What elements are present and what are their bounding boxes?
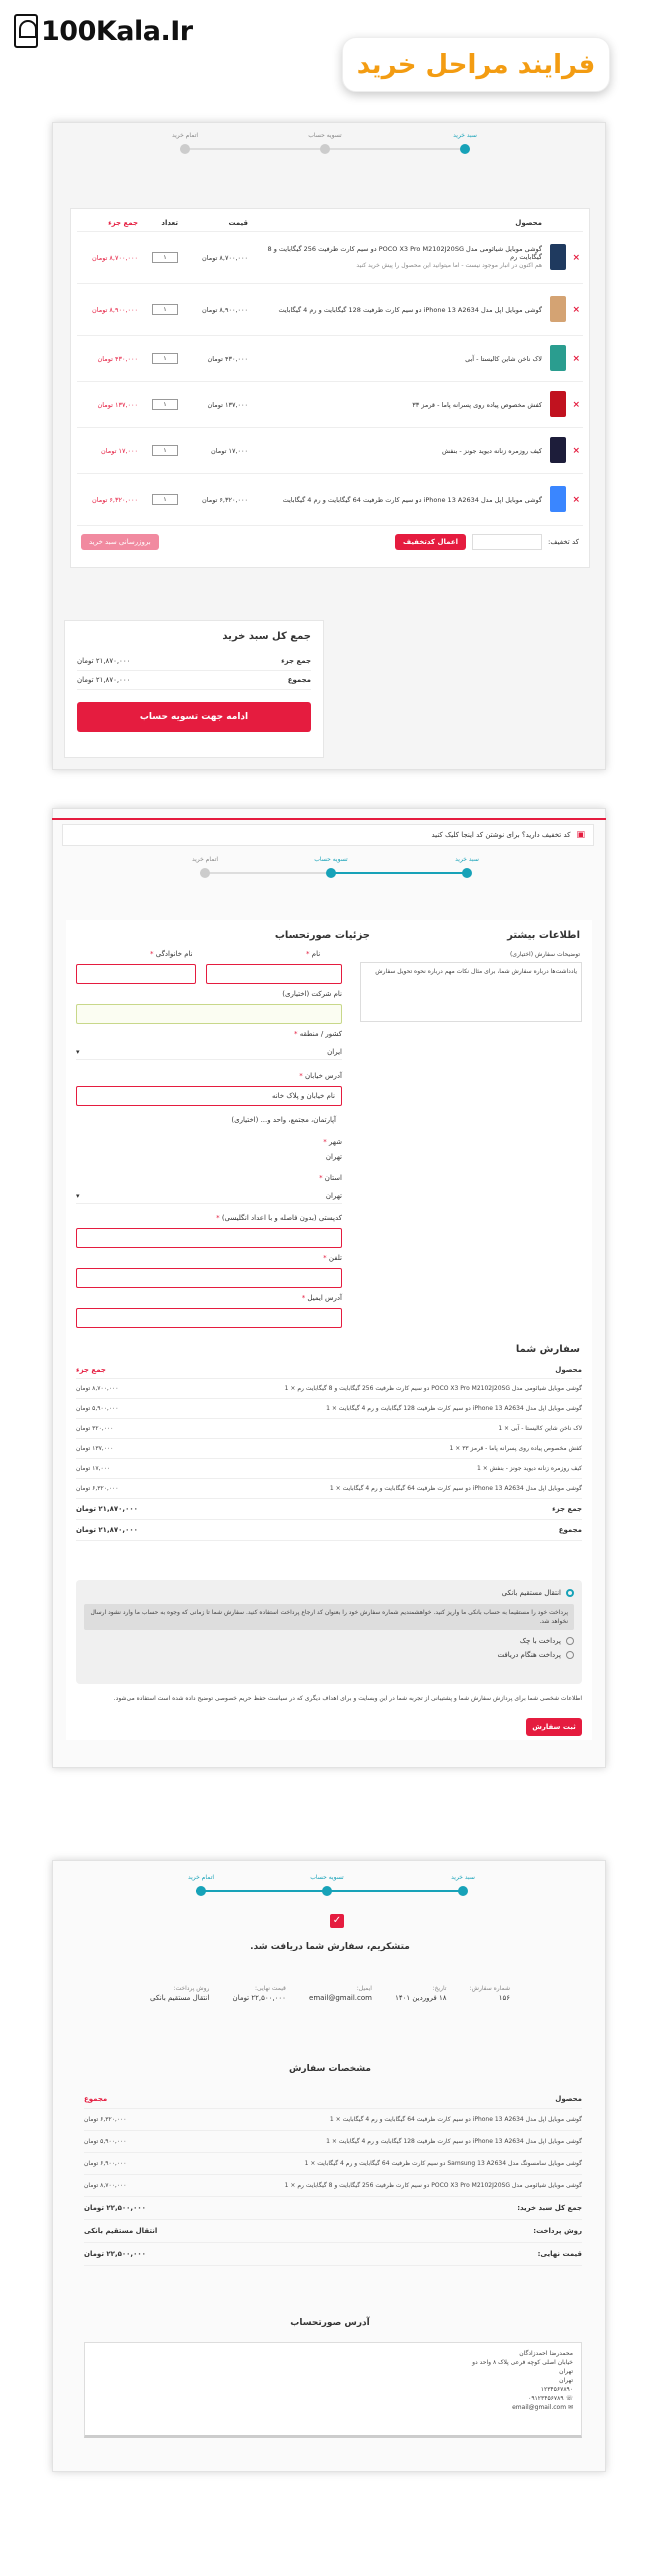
totals-subtotal-label: جمع جزء bbox=[281, 657, 311, 665]
coupon-group bbox=[395, 534, 579, 550]
meta-payment bbox=[150, 1984, 209, 2003]
product-name[interactable]: گوشی موبایل شیائومی مدل POCO X3 Pro M2102J20SG دو سیم کارت ظرفیت 256 گیگابایت و 8 گیگابایت رم bbox=[267, 245, 542, 261]
remove-icon[interactable]: × bbox=[572, 494, 580, 505]
step-dot-complete bbox=[200, 868, 210, 878]
order-details-title: مشخصات سفارش bbox=[289, 2064, 371, 2074]
order-item-value: ۵,۹۰۰,۰۰۰ تومان bbox=[76, 1405, 119, 1412]
order-meta bbox=[150, 1984, 510, 2003]
city-field[interactable]: تهران bbox=[325, 1153, 342, 1161]
product-subtotal: ۶,۳۲۰,۰۰۰ تومان bbox=[77, 474, 141, 526]
state-label: استان * bbox=[319, 1174, 342, 1182]
quantity-input[interactable]: ۱ bbox=[152, 252, 178, 263]
chevron-down-icon: ▾ bbox=[76, 1047, 80, 1056]
proceed-checkout-button[interactable]: ادامه جهت تسویه حساب bbox=[77, 702, 311, 732]
product-name[interactable]: لاک ناخن شاین کالیستا - آبی bbox=[251, 336, 545, 382]
cart-actions bbox=[77, 534, 583, 550]
product-price: ۸,۹۰۰,۰۰۰ تومان bbox=[181, 284, 251, 336]
meta-label: قیمت نهایی: bbox=[254, 1985, 286, 1992]
product-subtotal: ۸,۷۰۰,۰۰۰ تومان bbox=[77, 232, 141, 284]
product-price: ۱۷,۰۰۰ تومان bbox=[181, 428, 251, 474]
thank-you-message: متشکریم، سفارش شما دریافت شد. bbox=[250, 1942, 410, 1952]
company-field[interactable] bbox=[76, 1004, 342, 1024]
stock-note: هم اکنون در انبار موجود نیست - اما میتوانید این محصول را پیش خرید کنید bbox=[356, 262, 542, 269]
address-phone-value: ۰۹۱۲۳۴۵۶۷۸۹ bbox=[528, 2395, 564, 2402]
address-label: آدرس خیابان * bbox=[299, 1072, 342, 1080]
remove-icon[interactable]: × bbox=[572, 445, 580, 456]
product-thumbnail[interactable] bbox=[550, 244, 566, 270]
order-review-table bbox=[76, 1362, 582, 1541]
logo[interactable] bbox=[14, 14, 193, 48]
order-total-label: مجموع bbox=[558, 1526, 582, 1534]
postcode-label: کدپستی (بدون فاصله و با اعداد انگلیسی) * bbox=[216, 1214, 342, 1222]
quantity-input[interactable]: ۱ bbox=[152, 399, 178, 410]
payment-check-label: پرداخت با چک bbox=[519, 1637, 561, 1645]
country-value: ایران bbox=[327, 1047, 342, 1056]
billing-title: جزئیات صورتحساب bbox=[274, 930, 370, 941]
order-sub-label: جمع جزء bbox=[552, 1505, 582, 1513]
meta-value: ۲۲,۵۰۰,۰۰۰ تومان bbox=[232, 1994, 286, 2002]
coupon-input[interactable] bbox=[472, 534, 542, 550]
address-line: ۱۲۳۴۵۶۷۸۹۰ bbox=[540, 2386, 573, 2393]
extra-info-title: اطلاعات بیشتر bbox=[507, 930, 580, 941]
progress-steps-complete bbox=[187, 1874, 475, 1900]
summary-value: ۲۲,۵۰۰,۰۰۰ تومان bbox=[84, 2250, 146, 2258]
order-item-name: گوشی موبایل اپل مدل iPhone 13 A2634 دو سیم کارت ظرفیت 128 گیگابایت و رم 4 گیگابایت × 1 bbox=[326, 1405, 582, 1412]
quantity-input[interactable]: ۱ bbox=[152, 494, 178, 505]
last-name-field[interactable] bbox=[76, 964, 196, 984]
payment-option-bank[interactable] bbox=[84, 1588, 574, 1598]
progress-steps-cart bbox=[171, 132, 477, 158]
step-dot-checkout bbox=[320, 144, 330, 154]
summary-value: ۲۲,۵۰۰,۰۰۰ تومان bbox=[84, 2204, 146, 2212]
cart-row bbox=[77, 428, 583, 474]
order-notes-label: توضیحات سفارش (اختیاری) bbox=[509, 951, 580, 958]
product-name[interactable]: گوشی موبایل اپل مدل iPhone 13 A2634 دو سیم کارت ظرفیت 128 گیگابایت و رم 4 گیگابایت bbox=[251, 284, 545, 336]
summary-value: انتقال مستقیم بانکی bbox=[84, 2227, 158, 2235]
country-label: کشور / منطقه * bbox=[293, 1030, 342, 1038]
country-label-text: کشور / منطقه bbox=[299, 1030, 342, 1038]
details-item-value: ۶,۳۲۰,۰۰۰ تومان bbox=[84, 2116, 127, 2123]
step-label-cart: سبد خرید bbox=[455, 856, 479, 863]
state-select[interactable] bbox=[76, 1188, 342, 1204]
coupon-label: کد تخفیف: bbox=[548, 538, 579, 546]
phone-label: تلفن * bbox=[323, 1254, 342, 1262]
product-name[interactable]: کفش مخصوص پیاده روی پسرانه پاما - قرمز ۳۳ bbox=[251, 382, 545, 428]
last-name-label: نام خانوادگی * bbox=[150, 950, 193, 958]
order-notes-placeholder: یادداشت‌ها درباره سفارش شما، برای مثال نکات مهم درباره نحوه تحویل سفارش bbox=[375, 968, 577, 975]
payment-option-check[interactable] bbox=[84, 1636, 574, 1646]
radio-icon[interactable] bbox=[566, 1651, 574, 1659]
meta-value: ۱۸ فروردین ۱۴۰۱ bbox=[395, 1994, 447, 2002]
summary-label: روش پرداخت: bbox=[533, 2227, 582, 2235]
payment-option-cod[interactable] bbox=[84, 1650, 574, 1660]
order-review-row bbox=[76, 1399, 582, 1419]
col-qty: تعداد bbox=[141, 215, 181, 232]
success-check-icon: ✓ bbox=[330, 1914, 344, 1928]
order-item-value: ۱۳۷,۰۰۰ تومان bbox=[76, 1445, 114, 1452]
place-order-button[interactable]: ثبت سفارش bbox=[526, 1718, 582, 1736]
remove-icon[interactable]: × bbox=[572, 252, 580, 263]
order-review-row bbox=[76, 1419, 582, 1439]
address-line2-placeholder: آپارتمان، مجتمع، واحد و... (اختیاری) bbox=[231, 1116, 336, 1124]
order-review-header bbox=[76, 1362, 582, 1379]
product-thumbnail[interactable] bbox=[550, 345, 566, 371]
city-label: شهر * bbox=[323, 1138, 342, 1146]
step-dot-complete bbox=[180, 144, 190, 154]
apply-coupon-button[interactable]: اعمال کدتخفیف bbox=[395, 534, 466, 550]
order-details-table bbox=[84, 2090, 582, 2266]
cart-row bbox=[77, 336, 583, 382]
cart-table-card bbox=[70, 208, 590, 568]
product-price: ۶,۳۲۰,۰۰۰ تومان bbox=[181, 474, 251, 526]
meta-date bbox=[395, 1984, 446, 2003]
cart-totals-card bbox=[64, 620, 324, 758]
progress-fill bbox=[330, 872, 470, 874]
order-review-title: سفارش شما bbox=[515, 1344, 580, 1355]
summary-label: جمع کل سبد خرید: bbox=[517, 2204, 582, 2212]
step-dot-cart bbox=[462, 868, 472, 878]
step-dot-cart bbox=[460, 144, 470, 154]
col-subtotal: جمع جزء bbox=[77, 215, 141, 232]
page-title-card bbox=[342, 37, 610, 92]
meta-value: انتقال مستقیم بانکی bbox=[150, 1994, 210, 2002]
address-line: محمدرضا احمدزادگان bbox=[519, 2350, 573, 2357]
col-product: محصول bbox=[251, 215, 545, 232]
product-price: ۸,۷۰۰,۰۰۰ تومان bbox=[181, 232, 251, 284]
address-line1-field[interactable] bbox=[76, 1086, 342, 1106]
address-line1-placeholder: نام خیابان و پلاک خانه bbox=[271, 1092, 335, 1100]
notice-icon: ▣ bbox=[576, 830, 585, 840]
order-details-row bbox=[84, 2109, 582, 2131]
logo-text: 100Kala.Ir bbox=[41, 15, 193, 47]
order-item-name: کیف روزمره زنانه دیوید جونز - بنفش × 1 bbox=[476, 1465, 582, 1472]
step-label-checkout: تسویه حساب bbox=[314, 856, 348, 863]
checkout-top-border bbox=[52, 818, 606, 820]
city-label-text: شهر bbox=[329, 1138, 342, 1146]
remove-icon[interactable]: × bbox=[572, 353, 580, 364]
meta-label: روش پرداخت: bbox=[173, 1985, 210, 1992]
product-subtotal: ۱۷,۰۰۰ تومان bbox=[77, 428, 141, 474]
order-summary-row bbox=[84, 2243, 582, 2266]
meta-label: شماره سفارش: bbox=[469, 1985, 510, 1992]
quantity-input[interactable]: ۱ bbox=[152, 304, 178, 315]
details-item-name[interactable]: گوشی موبایل اپل مدل iPhone 13 A2634 دو سیم کارت ظرفیت 128 گیگابایت و رم 4 گیگابایت × 1 bbox=[326, 2138, 582, 2145]
address-line: تهران bbox=[559, 2377, 573, 2384]
payment-methods bbox=[76, 1580, 582, 1684]
order-details-row bbox=[84, 2131, 582, 2153]
details-item-name[interactable]: گوشی موبایل سامسونگ مدل Samsung 13 A2634 دو سیم کارت ظرفیت 64 گیگابایت و رم 4 گیگابایت × 1 bbox=[304, 2160, 582, 2167]
meta-value: email@gmail.com bbox=[309, 1994, 372, 2002]
phone-field[interactable] bbox=[76, 1268, 342, 1288]
order-item-name: گوشی موبایل اپل مدل iPhone 13 A2634 دو سیم کارت ظرفیت 64 گیگابایت و رم 4 گیگابایت × 1 bbox=[329, 1485, 582, 1492]
quantity-input[interactable]: ۱ bbox=[152, 353, 178, 364]
order-sub-value: ۲۱,۸۷۰,۰۰۰ تومان bbox=[76, 1505, 138, 1513]
details-product-header: محصول bbox=[555, 2095, 582, 2103]
cart-row bbox=[77, 232, 583, 284]
product-name[interactable]: گوشی موبایل اپل مدل iPhone 13 A2634 دو سیم کارت ظرفیت 64 گیگابایت و رم 4 گیگابایت bbox=[251, 474, 545, 526]
email-label-text: آدرس ایمیل bbox=[307, 1294, 342, 1302]
order-review-subtotal bbox=[76, 1499, 582, 1520]
step-label-complete: اتمام خرید bbox=[171, 132, 199, 139]
payment-bank-description: پرداخت خود را مستقیما به حساب بانکی ما واریز کنید. خواهشمندیم شماره سفارش خود را بعنوان کد ارجاع پرداخت استفاده کنید. سفارش شما تا زمانی که وجوه به حساب ما وارد نشود ارسال نخواهد شد. bbox=[84, 1604, 574, 1630]
order-total-value: ۲۱,۸۷۰,۰۰۰ تومان bbox=[76, 1526, 138, 1534]
product-thumbnail[interactable] bbox=[550, 437, 566, 463]
order-subtotal-header: جمع جزء bbox=[76, 1366, 106, 1374]
update-cart-button[interactable]: بروزرسانی سبد خرید bbox=[81, 534, 159, 550]
step-label-cart: سبد خرید bbox=[453, 132, 477, 139]
cart-row bbox=[77, 284, 583, 336]
step-dot-complete bbox=[196, 1886, 206, 1896]
cart-table bbox=[77, 215, 583, 526]
order-item-name: لاک ناخن شاین کالیستا - آبی × 1 bbox=[498, 1425, 582, 1432]
meta-label: ایمیل: bbox=[356, 1985, 372, 1992]
state-value: تهران bbox=[325, 1191, 342, 1200]
quantity-input[interactable]: ۱ bbox=[152, 445, 178, 456]
remove-icon[interactable]: × bbox=[572, 399, 580, 410]
email-label: آدرس ایمیل * bbox=[301, 1294, 342, 1302]
order-item-value: ۶,۳۲۰,۰۰۰ تومان bbox=[76, 1485, 119, 1492]
step-label-checkout: تسویه حساب bbox=[308, 132, 342, 139]
product-subtotal: ۸,۹۰۰,۰۰۰ تومان bbox=[77, 284, 141, 336]
country-select[interactable] bbox=[76, 1044, 342, 1060]
order-review-row bbox=[76, 1479, 582, 1499]
details-item-value: ۵,۹۰۰,۰۰۰ تومان bbox=[84, 2138, 127, 2145]
details-item-name[interactable]: گوشی موبایل اپل مدل iPhone 13 A2634 دو سیم کارت ظرفیت 64 گیگابایت و رم 4 گیگابایت × 1 bbox=[329, 2116, 582, 2123]
order-review-total bbox=[76, 1520, 582, 1541]
first-name-field[interactable] bbox=[206, 964, 342, 984]
product-subtotal: ۱۳۷,۰۰۰ تومان bbox=[77, 382, 141, 428]
meta-order-number bbox=[470, 1984, 510, 2003]
cart-row bbox=[77, 474, 583, 526]
remove-icon[interactable]: × bbox=[572, 304, 580, 315]
step-dot-checkout bbox=[326, 868, 336, 878]
summary-label: قیمت نهایی: bbox=[537, 2250, 582, 2258]
totals-subtotal-row bbox=[77, 652, 311, 671]
order-details-row bbox=[84, 2153, 582, 2175]
order-item-name: کفش مخصوص پیاده روی پسرانه پاما - قرمز ۳۳ × 1 bbox=[449, 1445, 582, 1452]
address-email-value: email@gmail.com bbox=[512, 2404, 567, 2411]
meta-label: تاریخ: bbox=[432, 1985, 447, 1992]
order-review-row bbox=[76, 1379, 582, 1399]
last-name-label-text: نام خانوادگی bbox=[155, 950, 193, 958]
phone-icon: ☏ bbox=[565, 2395, 573, 2402]
order-item-name: گوشی موبایل شیائومی مدل POCO X3 Pro M2102J20SG دو سیم کارت ظرفیت 256 گیگابایت و 8 گیگابایت رم × 1 bbox=[284, 1385, 582, 1392]
address-email bbox=[93, 2403, 573, 2412]
state-label-text: استان bbox=[324, 1174, 342, 1182]
progress-steps-checkout bbox=[191, 856, 479, 882]
details-total-header: مجموع bbox=[84, 2095, 108, 2103]
radio-icon[interactable] bbox=[566, 1637, 574, 1645]
page-title: فرایند مراحل خرید bbox=[356, 49, 596, 80]
details-item-value: ۶,۹۰۰,۰۰۰ تومان bbox=[84, 2160, 127, 2167]
email-icon: ✉ bbox=[567, 2404, 573, 2411]
order-notes-field[interactable] bbox=[360, 962, 582, 1022]
meta-value: ۱۵۶ bbox=[498, 1994, 510, 2002]
first-name-label: نام * bbox=[306, 950, 321, 958]
radio-checked-icon[interactable] bbox=[566, 1589, 574, 1597]
payment-cod-label: پرداخت هنگام دریافت bbox=[497, 1651, 561, 1659]
product-thumbnail[interactable] bbox=[550, 486, 566, 512]
step-label-cart: سبد خرید bbox=[451, 1874, 475, 1881]
meta-total bbox=[233, 1984, 286, 2003]
product-price: ۴۳۰,۰۰۰ تومان bbox=[181, 336, 251, 382]
address-line2-field[interactable] bbox=[76, 1112, 342, 1130]
totals-title: جمع کل سبد خرید bbox=[222, 631, 311, 642]
totals-total-value: ۲۱,۸۷۰,۰۰۰ تومان bbox=[77, 676, 131, 684]
privacy-notice: اطلاعات شخصی شما برای پردازش سفارش شما و پشتیبانی از تجربه شما در این وبسایت و برای اهداف دیگری که در سیاست حفظ حریم خصوصی توضیح داده شده است استفاده می‌شود. bbox=[113, 1695, 582, 1702]
logo-icon bbox=[14, 14, 38, 48]
totals-subtotal-value: ۲۱,۸۷۰,۰۰۰ تومان bbox=[77, 657, 131, 665]
totals-total-label: مجموع bbox=[287, 676, 311, 684]
step-label-complete: اتمام خرید bbox=[191, 856, 219, 863]
order-item-value: ۸,۷۰۰,۰۰۰ تومان bbox=[76, 1385, 119, 1392]
product-thumbnail[interactable] bbox=[550, 296, 566, 322]
company-label: نام شرکت (اختیاری) bbox=[282, 990, 342, 998]
order-item-value: ۱۷,۰۰۰ تومان bbox=[76, 1465, 111, 1472]
postcode-field[interactable] bbox=[76, 1228, 342, 1248]
order-details-header bbox=[84, 2090, 582, 2109]
details-item-name[interactable]: گوشی موبایل شیائومی مدل POCO X3 Pro M2102J20SG دو سیم کارت ظرفیت 256 گیگابایت و 8 گیگابایت رم × 1 bbox=[284, 2182, 582, 2189]
meta-email bbox=[309, 1984, 372, 2003]
phone-label-text: تلفن bbox=[328, 1254, 342, 1262]
payment-bank-label: انتقال مستقیم بانکی bbox=[501, 1589, 561, 1597]
order-details-row bbox=[84, 2175, 582, 2197]
product-subtotal: ۴۳۰,۰۰۰ تومان bbox=[77, 336, 141, 382]
cart-header-row bbox=[77, 215, 583, 232]
order-product-header: محصول bbox=[555, 1366, 582, 1374]
step-dot-cart bbox=[458, 1886, 468, 1896]
product-thumbnail[interactable] bbox=[550, 391, 566, 417]
address-label-text: آدرس خیابان bbox=[304, 1072, 342, 1080]
address-phone bbox=[93, 2394, 573, 2403]
address-line: تهران bbox=[559, 2368, 573, 2375]
order-review-row bbox=[76, 1459, 582, 1479]
product-name[interactable]: کیف روزمره زنانه دیوید جونز - بنفش bbox=[251, 428, 545, 474]
order-item-value: ۳۲۰,۰۰۰ تومان bbox=[76, 1425, 114, 1432]
address-line: خیابان اصلی کوچه فرعی پلاک ۸ واحد دو bbox=[472, 2359, 573, 2366]
postcode-label-text: کدپستی (بدون فاصله و با اعداد انگلیسی) bbox=[221, 1214, 342, 1222]
coupon-notice-text[interactable]: کد تخفیف دارید؟ برای نوشتن کد اینجا کلیک کنید bbox=[431, 831, 571, 839]
totals-total-row bbox=[77, 671, 311, 690]
billing-address-box bbox=[84, 2342, 582, 2438]
email-field[interactable] bbox=[76, 1308, 342, 1328]
step-dot-checkout bbox=[322, 1886, 332, 1896]
order-review-row bbox=[76, 1439, 582, 1459]
col-price: قیمت bbox=[181, 215, 251, 232]
cart-row bbox=[77, 382, 583, 428]
step-label-complete: اتمام خرید bbox=[187, 1874, 215, 1881]
chevron-down-icon: ▾ bbox=[76, 1191, 80, 1200]
order-summary-row bbox=[84, 2220, 582, 2243]
first-name-label-text: نام bbox=[311, 950, 321, 958]
step-label-checkout: تسویه حساب bbox=[310, 1874, 344, 1881]
billing-address-title: آدرس صورتحساب bbox=[290, 2318, 370, 2328]
details-item-value: ۸,۷۰۰,۰۰۰ تومان bbox=[84, 2182, 127, 2189]
order-summary-row bbox=[84, 2197, 582, 2220]
coupon-notice[interactable] bbox=[62, 824, 594, 846]
product-price: ۱۳۷,۰۰۰ تومان bbox=[181, 382, 251, 428]
